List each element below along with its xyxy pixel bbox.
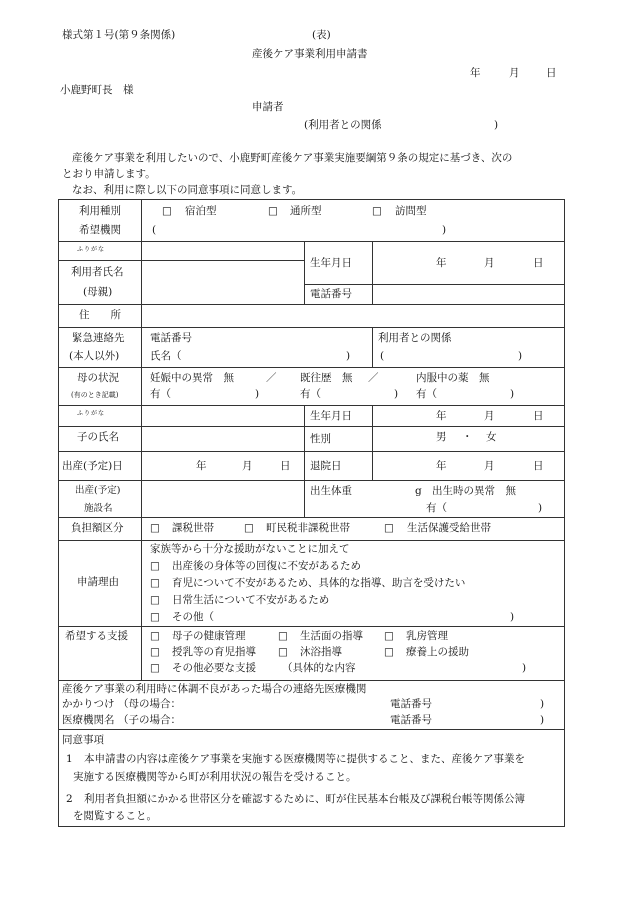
form-number: 様式第１号(第９条関係) bbox=[62, 29, 176, 41]
address-label: 住 所 bbox=[79, 309, 121, 321]
reason-label: 申請理由 bbox=[77, 576, 119, 588]
reason-3: 日常生活について不安があるため bbox=[172, 594, 330, 606]
pregnancy-yes-close: ) bbox=[255, 388, 260, 400]
support-other: その他必要な支援 bbox=[172, 662, 256, 674]
clinic-mother-phone-label: 電話番号 bbox=[390, 698, 432, 710]
emergency-note: (本人以外) bbox=[69, 350, 120, 362]
support-checkbox-3[interactable]: □ bbox=[384, 630, 394, 642]
facility-label: 希望機関 bbox=[79, 224, 121, 236]
facility-paren-open: ( bbox=[152, 224, 157, 236]
user-birth-label: 生年月日 bbox=[310, 257, 352, 269]
support-checkbox-6[interactable]: □ bbox=[384, 646, 394, 658]
consent-title: 同意事項 bbox=[62, 734, 104, 746]
support-2: 生活面の指導 bbox=[300, 630, 363, 642]
clinic-family-label: かかりつけ bbox=[62, 698, 115, 710]
birth-facility-label-1: 出産(予定) bbox=[75, 485, 121, 496]
birth-facility-label-2: 施設名 bbox=[84, 503, 113, 514]
user-furigana-label: ふりがな bbox=[77, 246, 106, 253]
support-specific-close: ) bbox=[522, 662, 527, 674]
support-checkbox-7[interactable]: □ bbox=[150, 662, 160, 674]
applicant-label: 申請者 bbox=[252, 101, 284, 113]
discharge-year: 年 bbox=[436, 460, 447, 472]
birth-due-label: 出産(予定)日 bbox=[62, 460, 123, 472]
child-birth-month: 月 bbox=[484, 410, 495, 422]
sex-female[interactable]: 女 bbox=[486, 431, 497, 443]
birth-abnormal-label: 出生時の異常 無 bbox=[432, 485, 516, 497]
fee-option-welfare: 生活保護受給世帯 bbox=[407, 522, 491, 534]
user-name-label: 利用者氏名 bbox=[71, 266, 124, 278]
support-6: 療養上の援助 bbox=[406, 646, 469, 658]
user-birth-year: 年 bbox=[436, 257, 447, 269]
intro-line1: 産後ケア事業を利用したいので、小鹿野町産後ケア事業実施要綱第９条の規定に基づき、次の bbox=[72, 152, 513, 164]
birth-weight-unit: g bbox=[415, 485, 422, 497]
child-birth-label: 生年月日 bbox=[310, 410, 352, 422]
slash-2: ／ bbox=[368, 372, 379, 384]
birth-abnormal-yes-close: ) bbox=[538, 502, 543, 514]
birth-weight-label: 出生体重 bbox=[310, 485, 352, 497]
clinic-child-label: （子の場合： bbox=[118, 714, 181, 726]
support-3: 乳房管理 bbox=[406, 630, 448, 642]
support-checkbox-5[interactable]: □ bbox=[278, 646, 288, 658]
mother-status-note: (有のとき記載) bbox=[71, 391, 119, 399]
support-checkbox-1[interactable]: □ bbox=[150, 630, 160, 642]
fee-checkbox-exempt[interactable]: □ bbox=[244, 522, 254, 534]
reason-checkbox-2[interactable]: □ bbox=[150, 577, 160, 589]
emergency-relation-close: ) bbox=[518, 350, 523, 362]
fee-option-taxed: 課税世帯 bbox=[172, 522, 214, 534]
child-name-label: 子の氏名 bbox=[77, 431, 119, 443]
medicine-label: 内服中の薬 無 bbox=[416, 372, 490, 384]
reason-2: 育児について不安があるため、具体的な指導、助言を受けたい bbox=[172, 577, 466, 589]
child-furigana-label: ふりがな bbox=[77, 410, 106, 417]
date-day: 日 bbox=[546, 67, 557, 79]
fee-checkbox-welfare[interactable]: □ bbox=[384, 522, 394, 534]
user-birth-day: 日 bbox=[533, 257, 544, 269]
fee-option-exempt: 町民税非課税世帯 bbox=[266, 522, 350, 534]
consent-item2-number: 2 bbox=[66, 793, 73, 805]
relation-label: (利用者との関係 bbox=[304, 119, 382, 131]
medicine-yes: 有（ bbox=[416, 388, 437, 400]
intro-line2: とおり申請します。 bbox=[62, 168, 156, 180]
reason-1: 出産後の身体等の回復に不安があるため bbox=[172, 560, 361, 572]
emergency-relation-label: 利用者との関係 bbox=[378, 332, 452, 344]
clinic-mother-label: （母の場合： bbox=[118, 698, 181, 710]
facility-paren-close: ) bbox=[442, 224, 447, 236]
sex-male[interactable]: 男 bbox=[436, 431, 447, 443]
form-title: 産後ケア事業利用申請書 bbox=[252, 48, 368, 60]
support-1: 母子の健康管理 bbox=[172, 630, 246, 642]
child-birth-day: 日 bbox=[533, 410, 544, 422]
fee-label: 負担額区分 bbox=[71, 522, 124, 534]
date-month: 月 bbox=[509, 67, 520, 79]
fee-checkbox-taxed[interactable]: □ bbox=[150, 522, 160, 534]
reason-4-close: ) bbox=[510, 611, 515, 623]
sex-separator: ・ bbox=[462, 431, 473, 443]
clinic-child-close: ) bbox=[540, 714, 545, 726]
type-option-daycare: 通所型 bbox=[290, 205, 322, 217]
clinic-title: 産後ケア事業の利用時に体調不良があった場合の連絡先医療機関 bbox=[62, 683, 367, 695]
support-checkbox-4[interactable]: □ bbox=[150, 646, 160, 658]
support-specific: （具体的な内容 bbox=[282, 662, 356, 674]
user-birth-month: 月 bbox=[484, 257, 495, 269]
type-checkbox-stay[interactable]: □ bbox=[162, 205, 172, 217]
type-option-stay: 宿泊型 bbox=[185, 205, 217, 217]
reason-4: その他（ bbox=[172, 611, 214, 623]
emergency-relation-open: ( bbox=[380, 350, 385, 362]
history-yes: 有（ bbox=[300, 388, 321, 400]
discharge-label: 退院日 bbox=[310, 460, 342, 472]
user-mother-label: (母親) bbox=[83, 286, 113, 298]
date-year: 年 bbox=[470, 67, 481, 79]
emergency-label: 緊急連絡先 bbox=[72, 332, 125, 344]
emergency-name-label: 氏名（ bbox=[150, 350, 182, 362]
consent-item2-line2: を閲覧すること。 bbox=[73, 810, 157, 822]
birth-due-day: 日 bbox=[280, 460, 291, 472]
reason-checkbox-1[interactable]: □ bbox=[150, 560, 160, 572]
clinic-mother-close: ) bbox=[540, 698, 545, 710]
discharge-day: 日 bbox=[533, 460, 544, 472]
type-label: 利用種別 bbox=[79, 205, 121, 217]
type-checkbox-visit[interactable]: □ bbox=[372, 205, 382, 217]
consent-item1-line2: 実施する医療機関等から町が利用状況の報告を受けること。 bbox=[73, 771, 357, 783]
clinic-name-label: 医療機関名 bbox=[62, 714, 115, 726]
slash-1: ／ bbox=[266, 372, 277, 384]
pregnancy-yes: 有（ bbox=[150, 388, 171, 400]
reason-checkbox-3[interactable]: □ bbox=[150, 594, 160, 606]
emergency-phone-label: 電話番号 bbox=[150, 332, 192, 344]
consent-item1-line1: 本申請書の内容は産後ケア事業を実施する医療機関等に提供すること、また、産後ケア事業を bbox=[84, 753, 525, 765]
history-yes-close: ) bbox=[394, 388, 399, 400]
clinic-child-phone-label: 電話番号 bbox=[390, 714, 432, 726]
type-option-visit: 訪問型 bbox=[395, 205, 427, 217]
addressee: 小鹿野町長 様 bbox=[60, 84, 134, 96]
type-checkbox-daycare[interactable]: □ bbox=[268, 205, 278, 217]
relation-close: ) bbox=[494, 119, 499, 131]
user-phone-label: 電話番号 bbox=[310, 288, 352, 300]
child-birth-year: 年 bbox=[436, 410, 447, 422]
support-label: 希望する支援 bbox=[65, 630, 128, 642]
reason-checkbox-4[interactable]: □ bbox=[150, 611, 160, 623]
reason-intro: 家族等から十分な援助がないことに加えて bbox=[150, 543, 350, 555]
intro-line3: なお、利用に際し以下の同意事項に同意します。 bbox=[72, 184, 303, 196]
sex-label: 性別 bbox=[310, 433, 331, 445]
mother-status-label: 母の状況 bbox=[77, 372, 119, 384]
support-checkbox-2[interactable]: □ bbox=[278, 630, 288, 642]
birth-abnormal-yes: 有（ bbox=[426, 502, 447, 514]
medicine-yes-close: ) bbox=[510, 388, 515, 400]
birth-due-month: 月 bbox=[242, 460, 253, 472]
birth-due-year: 年 bbox=[196, 460, 207, 472]
consent-item1-number: 1 bbox=[66, 753, 73, 765]
discharge-month: 月 bbox=[484, 460, 495, 472]
side-indicator: (表) bbox=[312, 29, 331, 41]
emergency-name-close: ) bbox=[346, 350, 351, 362]
pregnancy-abnormal: 妊娠中の異常 無 bbox=[150, 372, 234, 384]
history-label: 既往歴 無 bbox=[300, 372, 353, 384]
consent-item2-line1: 利用者負担額にかかる世帯区分を確認するために、町が住民基本台帳及び課税台帳等関係公簿 bbox=[84, 793, 525, 805]
support-5: 沐浴指導 bbox=[300, 646, 342, 658]
support-4: 授乳等の育児指導 bbox=[172, 646, 256, 658]
